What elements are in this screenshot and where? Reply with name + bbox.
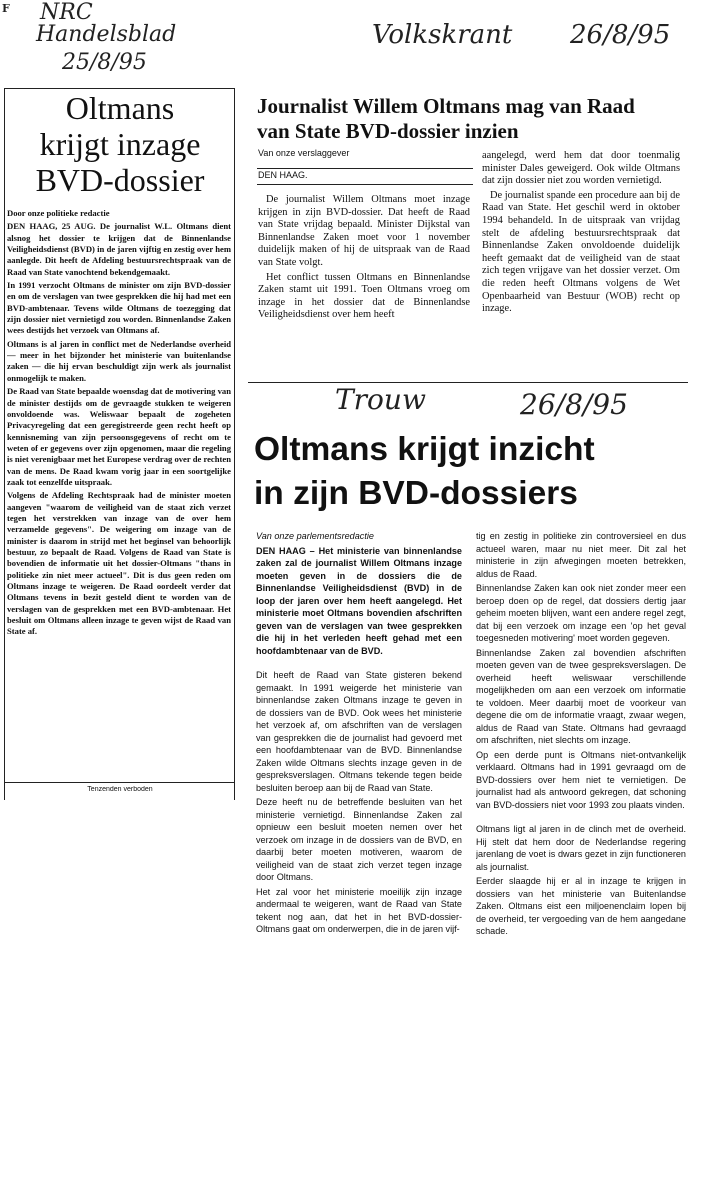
vk-paragraph: De journalist spande een procedure aan bij de Raad van State. Het geschil werd in oktober 1994 behandeld. In de uitspraak van vrijdag stelt de afdeling bestuursrechtspraak dat Binnenlandse Zaken onvoldoende duidelijk heeft gemaakt dat de veiligheid van de staat zich tegen vrijgave van het dossier verzet. Om die reden heeft Oltmans volgens de Wet Openbaarheid van Bestuur (WOB) recht op inzage. [482, 189, 680, 315]
nrc-paragraph: In 1991 verzocht Oltmans de minister om zijn BVD-dossier en om de verslagen van twee gesprekken die hij had met een BVD-ambtenaar. Tevens wilde Oltmans de toezegging dat zijn dossier niet vernietigd zou worden. Binnenlandse Zaken wees destijds het verzoek van Oltmans af. [7, 280, 231, 336]
trouw-paragraph: Binnenlandse Zaken kan ook niet zonder meer een beroep doen op de regel, dat dossiers dertig jaar geheim moeten blijven, want een andere regel zegt, dat bij een verzoek om inzage een 'op het geval toegesneden motivering' moet worden gegeven. [476, 583, 686, 643]
vk-paragraph: Het conflict tussen Oltmans en Binnenlandse Zaken stamt uit 1991. Toen Oltmans vroeg om inzage in het dossier dat de Binnenlandse Veiligheidsdienst over hem heeft [258, 271, 470, 321]
trouw-column-1 [256, 530, 462, 1200]
vk-byline: Van onze verslaggever [258, 148, 350, 158]
nrc-paragraph: De Raad van State bepaalde woensdag dat de motivering van de minister destijds om de gevraagde stukken te weigeren onvoldoende was. Weliswaar bepaalt de zogeheten Privacyregeling dat een geregistreerde geen recht heeft op kennisneming van zijn persoonsgegevens of recht om te weten of er gegevens over zijn opgenomen, maar die regeling is niet verenigbaar met het Europese verdrag over de rechten van de mens. De Raad kwam vorig jaar in een soortgelijke zaak tot eenzelfde uitspraak. [7, 386, 231, 487]
trouw-paragraph: DEN HAAG – Het ministerie van binnenlandse zaken zal de journalist Willem Oltmans inzage moeten geven in de dossiers die de Binnenlandse Veiligheidsdienst (BVD) in de loop der jaren over hem heeft aangelegd. Het ministerie moet Oltmans bovendien afschriften geven van de verslagen van twee gesprekken die hij in het verleden heeft gehad met een hoofdambtenaar van de BVD. [256, 545, 462, 656]
trouw-paragraph: tig en zestig in politieke zin controversieel en dus actueel waren, maar nu niet meer. Dit zal het ministerie in zijn afwegingen moeten betrekken, aldus de Raad. [476, 531, 686, 579]
nrc-paragraph: DEN HAAG, 25 AUG. De journalist W.L. Oltmans dient alsnog het dossier te krijgen dat de Binnenlandse Veiligheidsdienst (BVD) in de jaren vijftig en zestig over hem aanlegde. Dit heeft de Afdeling bestuursrechtspraak van de Raad van State vanochtend bekendgemaakt. [7, 221, 231, 277]
nrc-date-note: 25/8/95 [62, 50, 147, 75]
nrc-left-rule [4, 88, 5, 800]
nrc-footer: Tenzenden verboden [87, 786, 153, 793]
vk-headline: Journalist Willem Oltmans mag van Raad van State BVD-dossier inzien [257, 94, 635, 143]
vk-paragraph: aangelegd, werd hem dat door toenmalig minister Dales geweigerd. Ook wilde Oltmans dat zijn dossier niet zou worden vernietigd. [482, 150, 680, 187]
trouw-byline: Van onze parlementsredactie [256, 531, 374, 541]
volkskrant-source-note: Volkskrant [372, 20, 513, 50]
nrc-source-note-2: Handelsblad [36, 22, 177, 47]
nrc-right-rule [234, 88, 235, 800]
nrc-source-note: NRC [40, 0, 93, 25]
corner-mark: F [2, 2, 10, 15]
nrc-article-body [7, 208, 231, 778]
trouw-paragraph: Op een derde punt is Oltmans niet-ontvankelijk verklaard. Oltmans had in 1991 gevraagd om de BVD-dossiers over hem niet te vernietigen. De journalist had als antwoord gekregen, dat schoning van BVD-dossiers niet voor 1993 zou plaats vinden. [476, 749, 686, 810]
trouw-paragraph: Eerder slaagde hij er al in inzage te krijgen in dossiers van het ministerie van Buitenlandse Zaken. Oltmans eist een miljoenenclaim lopen bij de overheid, ter vergoeding van de hem aangedane schade. [476, 876, 686, 936]
nrc-headline-line: BVD-dossier [35, 162, 205, 198]
trouw-headline-line: in zijn BVD-dossiers [254, 475, 578, 512]
vk-dateline-rule [257, 184, 473, 185]
vk-byline-rule [257, 168, 473, 169]
nrc-headline [8, 90, 232, 202]
trouw-headline-line: Oltmans krijgt inzicht [254, 431, 595, 468]
trouw-paragraph: Binnenlandse Zaken zal bovendien afschriften moeten geven van de twee gespreksverslagen. De overheid heeft weliswaar verschillende mogelijkheden om aan een verzoek om informatie te voldoen. Meer daarbij moet de voorkeur van degene die om de informatie vraagt, zwaar wegen, aldus de Raad van State. Oltmans had gevraagd om afschriften, niet slechts om inzage. [476, 647, 686, 745]
trouw-headline [254, 428, 694, 523]
nrc-paragraph: Oltmans is al jaren in conflict met de Nederlandse overheid — meer in het bijzonder het ministerie van buitenlandse zaken — die hij ervan beschuldigt zijn werk als journalist onmogelijk te maken. [7, 338, 231, 383]
nrc-bottom-rule [4, 782, 234, 783]
volkskrant-date-note: 26/8/95 [570, 20, 671, 50]
trouw-column-2 [476, 530, 686, 1200]
nrc-headline-line: krijgt inzage [39, 126, 201, 162]
vk-column-2 [482, 150, 680, 378]
vk-bottom-rule [248, 382, 688, 383]
trouw-paragraph: Deze heeft nu de betreffende besluiten van het ministerie vernietigd. Binnenlandse Zaken zal opnieuw een besluit moeten nemen over het verzoek om inzage in de dossiers van de BVD, en daarbij beter moeten motiveren, waarom de veiligheid van de staat zich verzet tegen inzage door Oltmans. [256, 797, 462, 882]
vk-column-1 [258, 194, 470, 374]
trouw-paragraph: Oltmans ligt al jaren in de clinch met de overheid. Hij stelt dat hem door de Nederlandse regering jarenlang de voet is dwars gezet in zijn functioneren als journalist. [476, 824, 686, 872]
trouw-paragraph: Dit heeft de Raad van State gisteren bekend gemaakt. In 1991 weigerde het ministerie van binnenlandse zaken Oltmans inzage te geven in de dossiers van de BVD. Ook wees het ministerie het verzoek af, om afschriften van de verslagen van gesprekken die de journalist had gevoerd met een hoofdambtenaar van de BVD. Binnenlandse Zaken wilde Oltmans slechts inzage geven in de gespreksverslagen. Oltmans tekende tegen beide besluiten beroep aan bij de Raad van State. [256, 670, 462, 793]
trouw-date-note: 26/8/95 [520, 388, 628, 421]
nrc-byline: Door onze politieke redactie [7, 208, 110, 218]
nrc-top-rule [4, 88, 234, 89]
nrc-headline-line: Oltmans [65, 90, 175, 126]
nrc-paragraph: Volgens de Afdeling Rechtspraak had de minister moeten aangeven "waarom de veiligheid van de staat zich verzet tegen het verstrekken van inzage van de over hem verzamelde gegevens". De weigering om inzage van de minister is daarom in strijd met het beginsel van behoorlijk bestuur, zo bepaalt de Raad. Volgens de Raad van State is bovendien de informatie uit het dossier-Oltmans "thans in politieke zin niet meer actueel". Dit is dus geen reden om Oltmans inzage te weigeren. De Raad oordeelt verder dat Oltmans tevens in bezit gesteld dient te worden van de verslagen van de gesprekken met een BVD-ambtenaar. Het besluit om Oltmans alleen inzage te geven wijst de Raad van State af. [7, 490, 231, 637]
trouw-paragraph: Het zal voor het ministerie moeilijk zijn inzage andermaal te weigeren, want de Raad van State tekent nog aan, dat het in het BVD-dossier-Oltmans gaat om onderwerpen, die in de jaren vijf- [256, 886, 462, 934]
vk-paragraph: De journalist Willem Oltmans moet inzage krijgen in zijn BVD-dossier. Dat heeft de Raad van State vrijdag bepaald. Minister Dijkstal van Binnenlandse Zaken moet voor 1 november duidelijk maken of hij de uitspraak van de Raad van State volgt. [258, 194, 470, 268]
trouw-source-note: Trouw [335, 383, 426, 416]
vk-dateline: DEN HAAG. [258, 170, 308, 180]
